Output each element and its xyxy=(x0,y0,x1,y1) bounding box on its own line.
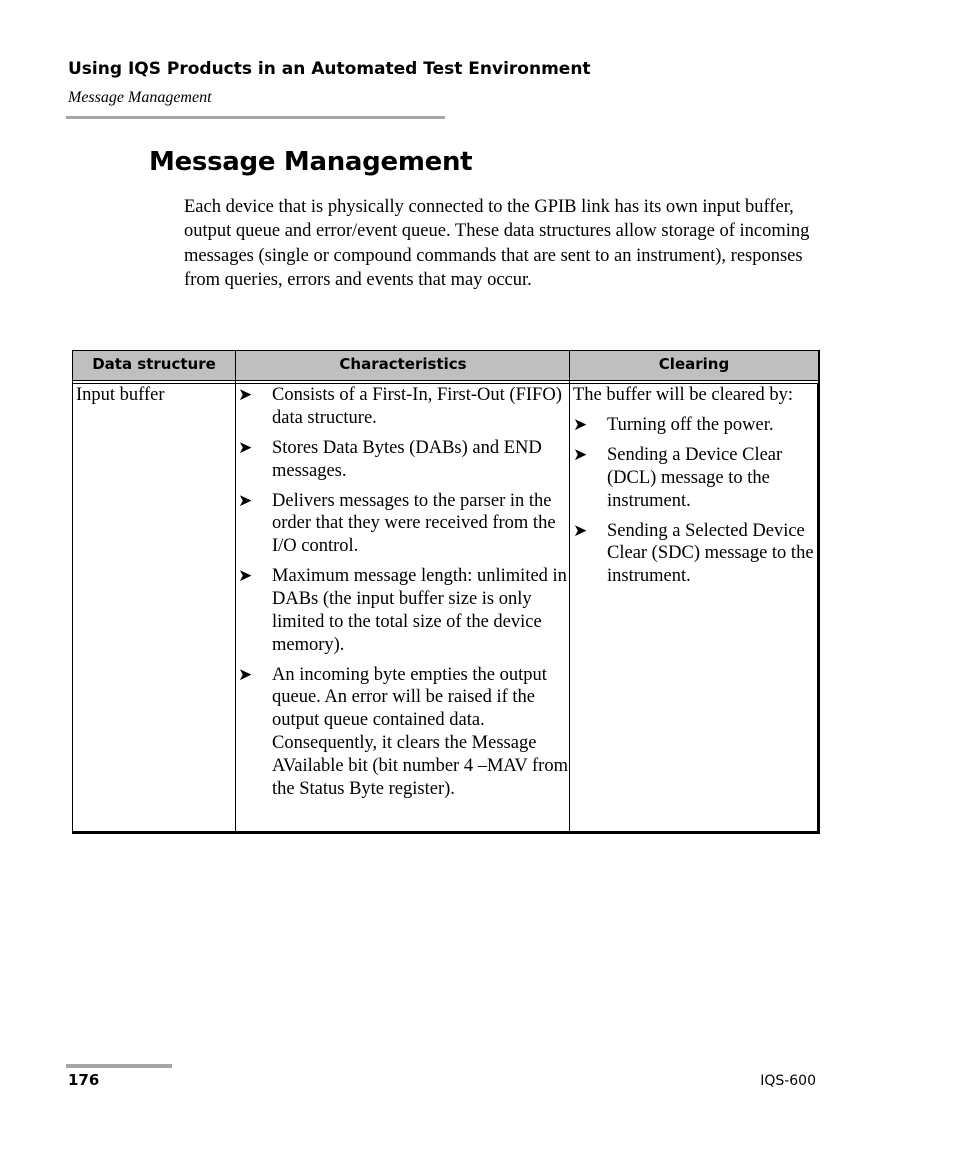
message-structures-table xyxy=(72,350,820,834)
list-item xyxy=(238,565,568,656)
list-item xyxy=(238,437,568,483)
list-item-text: Stores Data Bytes (DABs) and END messages. xyxy=(272,437,542,481)
arrow-bullet-icon: ➤ xyxy=(238,437,253,457)
arrow-bullet-icon: ➤ xyxy=(573,414,588,434)
column-header-characteristics: Characteristics xyxy=(339,355,467,373)
arrow-bullet-icon: ➤ xyxy=(238,490,253,510)
arrow-bullet-icon: ➤ xyxy=(238,664,253,684)
footer-rule xyxy=(66,1064,172,1068)
list-item-text: Sending a Selected Device Clear (SDC) message to the instrument. xyxy=(607,520,814,587)
list-item xyxy=(573,520,816,588)
document-id: IQS-600 xyxy=(760,1073,816,1089)
list-item-text: Sending a Device Clear (DCL) message to the instrument. xyxy=(607,444,783,511)
intro-paragraph: Each device that is physically connected to the GPIB link has its own input buffer, output queue and error/event queue. These data structures allow storage of incoming messages (single or compound commands that are sent to an instrument), responses from queries, errors and events that may occur. xyxy=(184,197,810,291)
running-header-subtitle: Message Management xyxy=(68,89,212,106)
arrow-bullet-icon: ➤ xyxy=(238,566,253,586)
list-item-text: Delivers messages to the parser in the order that they were received from the I/O control. xyxy=(272,490,556,557)
clearing-intro: The buffer will be cleared by: xyxy=(573,385,794,405)
section-title: Message Management xyxy=(149,147,473,177)
list-item xyxy=(238,490,568,558)
list-item-text: An incoming byte empties the output queue. An error will be raised if the output queue contained data. Consequently, it clears the Message AVailable bit (bit number 4 –MAV from the Status Byte register). xyxy=(272,664,568,799)
cell-characteristics xyxy=(238,384,568,807)
list-item xyxy=(573,444,816,512)
list-item-text: Turning off the power. xyxy=(607,414,774,435)
list-item-text: Consists of a First-In, First-Out (FIFO) data structure. xyxy=(272,385,562,428)
table-header-row xyxy=(73,351,818,381)
list-item xyxy=(238,384,568,430)
column-header-clearing: Clearing xyxy=(658,355,730,373)
arrow-bullet-icon: ➤ xyxy=(573,444,588,464)
arrow-bullet-icon: ➤ xyxy=(573,520,588,540)
page-number: 176 xyxy=(68,1071,100,1089)
column-header-data-structure: Data structure xyxy=(92,355,216,373)
list-item xyxy=(238,664,568,801)
arrow-bullet-icon: ➤ xyxy=(238,385,253,404)
column-divider xyxy=(235,351,236,832)
running-header-title: Using IQS Products in an Automated Test Environment xyxy=(68,59,591,79)
cell-clearing xyxy=(573,384,816,595)
column-divider xyxy=(569,351,570,832)
list-item-text: Maximum message length: unlimited in DABs (the input buffer size is only limited to the total size of the device memory). xyxy=(272,566,567,655)
cell-data-structure: Input buffer xyxy=(76,385,165,405)
header-rule xyxy=(66,116,445,119)
list-item xyxy=(573,414,816,437)
